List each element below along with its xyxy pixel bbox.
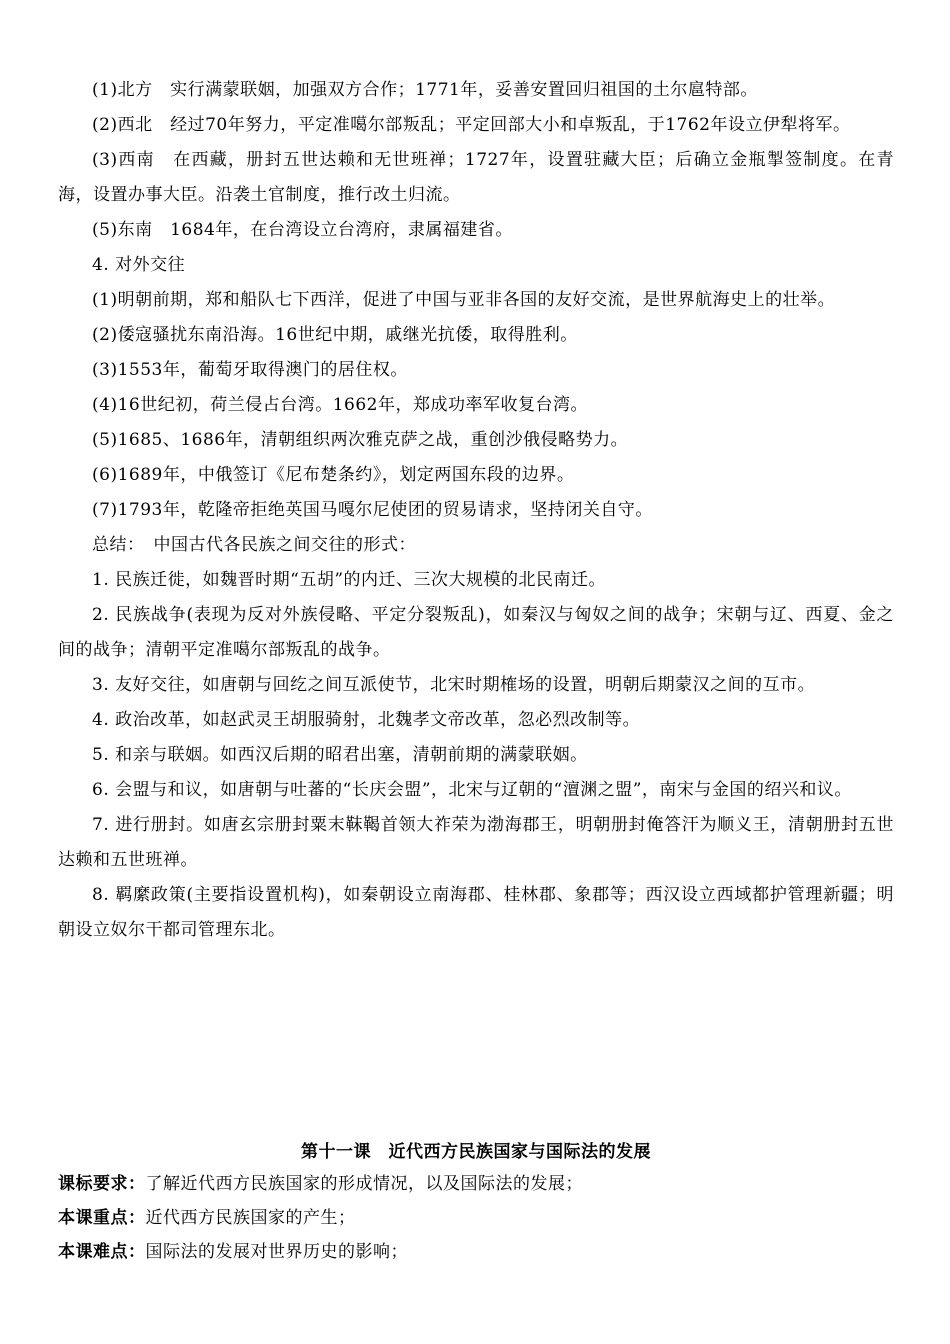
requirement-text: 了解近代西方民族国家的形成情况，以及国际法的发展；	[145, 1174, 583, 1194]
paragraph-north: (1)北方 实行满蒙联姻，加强双方合作；1771年，妥善安置回归祖国的土尔扈特部。	[92, 80, 758, 100]
paragraph-southeast: (5)东南 1684年，在台湾设立台湾府，隶属福建省。	[92, 220, 513, 240]
requirement-label: 课标要求：	[58, 1174, 146, 1194]
focus-text: 近代西方民族国家的产生；	[145, 1208, 356, 1228]
difficulty-text: 国际法的发展对世界历史的影响；	[145, 1242, 408, 1262]
summary-item-7: 7. 进行册封。如唐玄宗册封粟末靺鞨首领大祚荣为渤海郡王，明朝册封俺答汗为顺义王，清朝册封五世达赖和五世班禅。	[58, 815, 894, 870]
course-requirement	[58, 1172, 894, 1196]
paragraph-macartney: (7)1793年，乾隆帝拒绝英国马嘎尔尼使团的贸易请求，坚持闭关自守。	[92, 500, 653, 520]
lesson-difficulty	[58, 1240, 894, 1264]
focus-label: 本课重点：	[58, 1208, 146, 1228]
summary-heading: 总结： 中国古代各民族之间交往的形式：	[92, 535, 416, 555]
summary-item-3: 3. 友好交往，如唐朝与回纥之间互派使节，北宋时期榷场的设置，明朝后期蒙汉之间的互市。	[92, 675, 816, 695]
summary-item-4: 4. 政治改革，如赵武灵王胡服骑射，北魏孝文帝改革，忽必烈改制等。	[92, 710, 641, 730]
paragraph-yaksa: (5)1685、1686年，清朝组织两次雅克萨之战，重创沙俄侵略势力。	[92, 430, 629, 450]
body-text	[58, 73, 894, 948]
paragraph-southwest: (3)西南 在西藏，册封五世达赖和无世班禅；1727年，设置驻藏大臣；后确立金瓶掣签制度。在青海，设置办事大臣。沿袭土官制度，推行改土归流。	[58, 150, 894, 205]
section-heading-foreign-relations: 4. 对外交往	[92, 255, 186, 275]
difficulty-label: 本课难点：	[58, 1242, 146, 1262]
paragraph-taiwan: (4)16世纪初，荷兰侵占台湾。1662年，郑成功率军收复台湾。	[92, 395, 588, 415]
lesson-title: 第十一课 近代西方民族国家与国际法的发展	[301, 1142, 651, 1162]
paragraph-macau: (3)1553年，葡萄牙取得澳门的居住权。	[92, 360, 408, 380]
paragraph-wokou: (2)倭寇骚扰东南沿海。16世纪中期，戚继光抗倭，取得胜利。	[92, 325, 578, 345]
summary-item-5: 5. 和亲与联姻。如西汉后期的昭君出塞，清朝前期的满蒙联姻。	[92, 745, 588, 765]
summary-item-1: 1. 民族迁徙，如魏晋时期“五胡”的内迁、三次大规模的北民南迁。	[92, 570, 607, 590]
summary-item-2: 2. 民族战争(表现为反对外族侵略、平定分裂叛乱)，如秦汉与匈奴之间的战争；宋朝与辽、西夏、金之间的战争；清朝平定准噶尔部叛乱的战争。	[58, 605, 894, 660]
summary-item-6: 6. 会盟与和议，如唐朝与吐蕃的“长庆会盟”，北宋与辽朝的“澶渊之盟”，南宋与金国的绍兴和议。	[92, 780, 852, 800]
paragraph-zheng-he: (1)明朝前期，郑和船队七下西洋，促进了中国与亚非各国的友好交流，是世界航海史上的壮举。	[92, 290, 836, 310]
summary-item-8: 8. 羁縻政策(主要指设置机构)，如秦朝设立南海郡、桂林郡、象郡等；西汉设立西域都护管理新疆；明朝设立奴尔干都司管理东北。	[58, 885, 894, 940]
paragraph-nerchinsk: (6)1689年，中俄签订《尼布楚条约》，划定两国东段的边界。	[92, 465, 575, 485]
paragraph-northwest: (2)西北 经过70年努力，平定准噶尔部叛乱；平定回部大小和卓叛乱，于1762年设立伊犁将军。	[92, 115, 851, 135]
lesson-focus	[58, 1206, 894, 1230]
